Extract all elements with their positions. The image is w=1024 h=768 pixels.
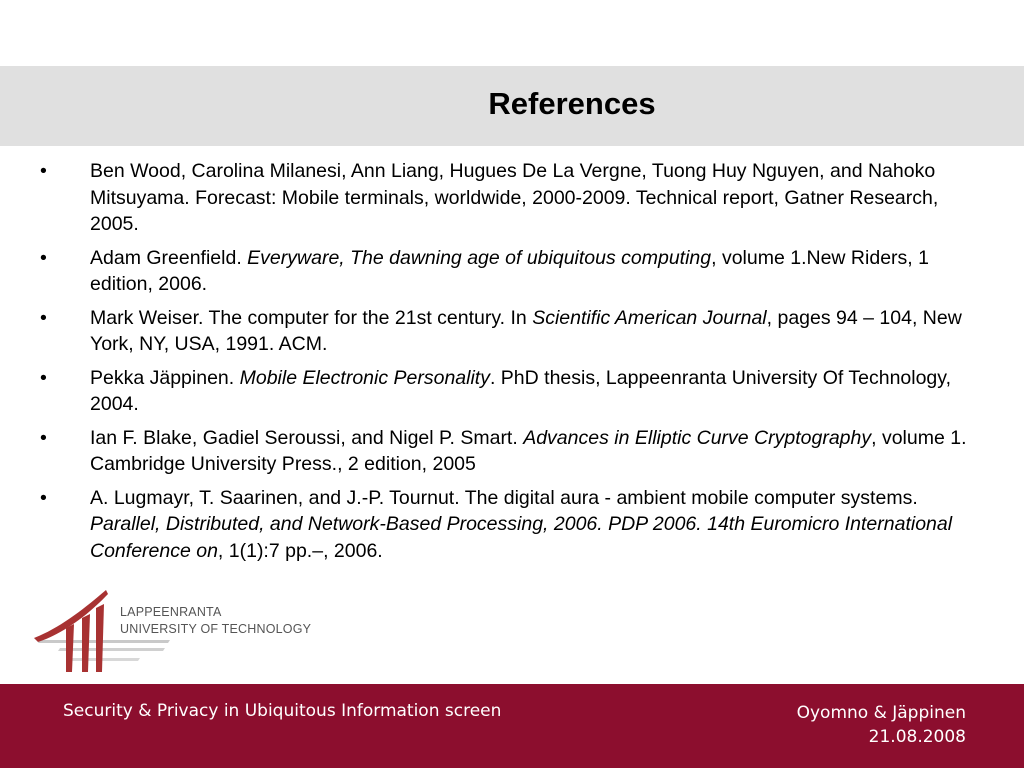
logo-red-pillar xyxy=(96,604,104,672)
presentation-title: Security & Privacy in Ubiquitous Information screen xyxy=(63,701,502,721)
reference-item xyxy=(36,485,976,565)
date: 21.08.2008 xyxy=(868,727,966,747)
reference-title: Advances in Elliptic Curve Cryptography xyxy=(523,426,872,449)
reference-text: Ian F. Blake, Gadiel Seroussi, and Nigel P. Smart. xyxy=(90,426,524,449)
reference-text: , volume 1. Cambridge University Press., 2 edition, 2005 xyxy=(90,426,967,475)
logo-gray-stroke xyxy=(38,640,170,643)
reference-item xyxy=(36,365,976,418)
reference-item xyxy=(36,158,976,238)
bullet: • xyxy=(40,366,47,389)
slide-title: References xyxy=(488,86,656,121)
reference-text: , 1(1):7 pp.–, 2006. xyxy=(217,539,383,562)
reference-item xyxy=(36,425,976,478)
footer-bar xyxy=(0,684,1024,768)
authors: Oyomno & Jäppinen xyxy=(796,703,966,723)
reference-text: Pekka Jäppinen. xyxy=(90,366,240,389)
logo-red-pillar xyxy=(82,614,90,672)
logo-gray-stroke xyxy=(68,658,140,661)
reference-item xyxy=(36,245,976,298)
reference-text: A. Lugmayr, T. Saarinen, and J.-P. Tournut. The digital aura - ambient mobile computer systems. xyxy=(90,486,918,509)
university-name-line1: LAPPEENRANTA xyxy=(120,605,222,619)
reference-text: , pages 94 – 104, New York, NY, USA, 1991. ACM. xyxy=(90,306,962,355)
bullet: • xyxy=(40,426,47,449)
reference-text: , volume 1.New Riders, 1 edition, 2006. xyxy=(90,246,929,295)
bullet: • xyxy=(40,160,47,182)
logo-red-pillar xyxy=(66,624,74,672)
reference-text: Adam Greenfield. xyxy=(90,246,248,269)
footer-meta xyxy=(797,701,966,749)
reference-title: Parallel, Distributed, and Network-Based Processing, 2006. PDP 2006. 14th Euromicro International Conference on xyxy=(90,513,953,562)
logo-gray-stroke xyxy=(58,648,165,651)
reference-title: Scientific American Journal xyxy=(532,306,767,329)
bullet: • xyxy=(40,246,47,269)
reference-title: Mobile Electronic Personality xyxy=(239,366,490,389)
reference-text: Mark Weiser. The computer for the 21st century. In xyxy=(90,306,533,329)
bullet: • xyxy=(40,306,47,329)
university-name-line2: UNIVERSITY OF TECHNOLOGY xyxy=(120,622,312,636)
bullet: • xyxy=(40,486,47,509)
reference-text: . PhD thesis, Lappeenranta University Of Technology, 2004. xyxy=(90,366,951,415)
reference-text: Ben Wood, Carolina Milanesi, Ann Liang, Hugues De La Vergne, Tuong Huy Nguyen, and Nahoko Mitsuyama. Forecast: Mobile terminals, worldwide, 2000-2009. Technical report, Gatner Research, 2005. xyxy=(90,160,939,235)
reference-item xyxy=(36,305,976,358)
university-name xyxy=(120,604,311,638)
reference-title: Everyware, The dawning age of ubiquitous computing xyxy=(247,246,712,269)
reference-list xyxy=(36,158,976,571)
